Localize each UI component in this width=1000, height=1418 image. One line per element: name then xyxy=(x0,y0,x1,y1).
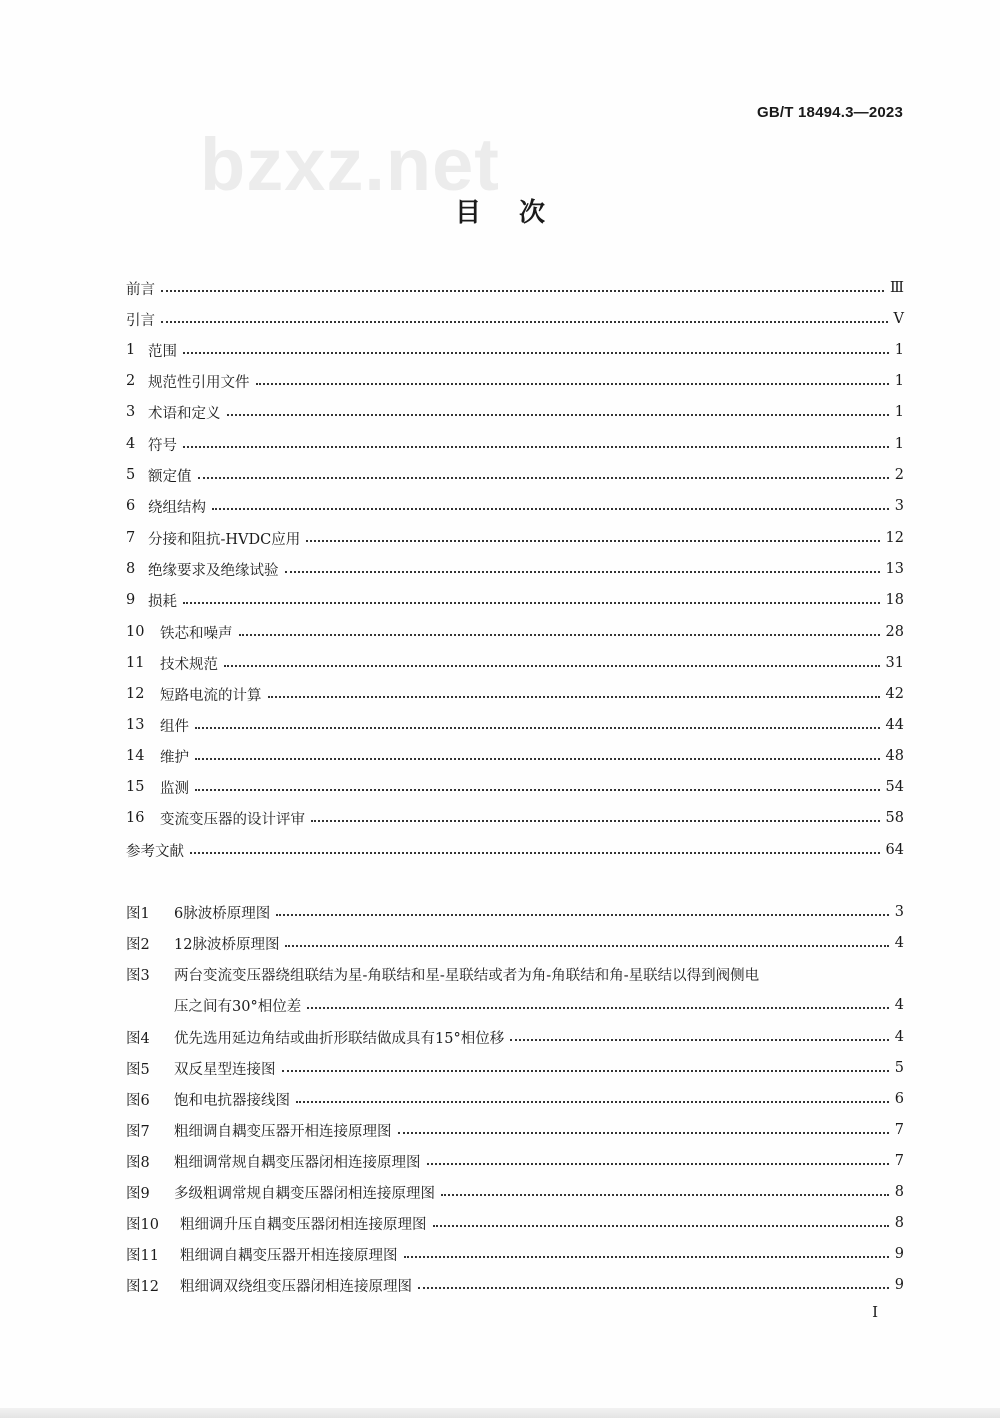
leader-dots xyxy=(256,383,889,385)
toc-entry[interactable] xyxy=(126,307,904,331)
figure-title: 12脉波桥原理图 xyxy=(174,936,280,953)
figure-title: 优先选用延边角结或曲折形联结做成具有15°相位移 xyxy=(174,1030,505,1047)
toc-entry-title: 铁芯和噪声 xyxy=(160,625,233,642)
toc-entry-title: 技术规范 xyxy=(160,656,218,673)
toc-entry-title: 损耗 xyxy=(148,593,177,610)
figure-entry[interactable] xyxy=(126,1056,904,1080)
figure-number: 图2 xyxy=(126,936,150,953)
toc-entry-page: 1 xyxy=(894,342,904,358)
leader-dots xyxy=(311,820,880,822)
toc-entry[interactable] xyxy=(126,432,904,456)
leader-dots xyxy=(195,758,880,760)
figure-page: 4 xyxy=(894,935,904,951)
leader-dots xyxy=(195,789,880,791)
leader-dots xyxy=(161,290,884,292)
figure-entry[interactable] xyxy=(126,1149,904,1173)
toc-entry-title: 规范性引用文件 xyxy=(148,374,250,391)
figure-page: 7 xyxy=(894,1122,904,1138)
figure-entry[interactable] xyxy=(126,1025,904,1049)
leader-dots xyxy=(183,602,880,604)
figure-title: 粗细调双绕组变压器闭相连接原理图 xyxy=(180,1278,412,1295)
figure-title: 粗细调常规自耦变压器闭相连接原理图 xyxy=(174,1154,421,1171)
toc-entry-number: 8 xyxy=(126,561,136,577)
toc-entry[interactable] xyxy=(126,744,904,768)
toc-entry-page: 48 xyxy=(885,748,904,764)
page-number: I xyxy=(872,1303,878,1321)
leader-dots xyxy=(183,446,889,448)
toc-entry-page: 18 xyxy=(885,592,904,608)
leader-dots xyxy=(404,1256,889,1258)
figure-title: 双反星型连接图 xyxy=(174,1061,276,1078)
figure-entry[interactable] xyxy=(126,962,904,986)
leader-dots xyxy=(183,352,889,354)
toc-entry-number: 15 xyxy=(126,779,145,795)
toc-entry-page: Ⅲ xyxy=(890,280,904,296)
toc-entry[interactable] xyxy=(126,838,904,862)
leader-dots xyxy=(195,727,880,729)
toc-entry-title: 参考文献 xyxy=(126,843,184,860)
toc-entry-page: 64 xyxy=(885,842,904,858)
leader-dots xyxy=(268,696,880,698)
leader-dots xyxy=(224,665,880,667)
leader-dots xyxy=(276,914,889,916)
toc-entry-title: 符号 xyxy=(148,437,177,454)
leader-dots xyxy=(285,945,888,947)
toc-entry-page: 42 xyxy=(885,686,904,702)
toc-entry[interactable] xyxy=(126,620,904,644)
figure-page: 3 xyxy=(894,904,904,920)
toc-entry[interactable] xyxy=(126,713,904,737)
leader-dots xyxy=(306,540,879,542)
leader-dots xyxy=(161,321,888,323)
toc-entry-title: 短路电流的计算 xyxy=(160,687,262,704)
toc-entry-title: 引言 xyxy=(126,312,155,329)
toc-entry-number: 2 xyxy=(126,373,136,389)
toc-entry-page: 1 xyxy=(894,436,904,452)
toc-entry-title: 变流变压器的设计评审 xyxy=(160,811,305,828)
toc-entry-title: 术语和定义 xyxy=(148,405,221,422)
toc-entry-page: 13 xyxy=(885,561,904,577)
toc-entry-title: 绝缘要求及绝缘试验 xyxy=(148,562,279,579)
toc-entry-page: 58 xyxy=(885,810,904,826)
toc-entry-title: 范围 xyxy=(148,343,177,360)
leader-dots xyxy=(427,1163,889,1165)
toc-entry-number: 3 xyxy=(126,404,136,420)
figure-number: 图12 xyxy=(126,1278,159,1295)
toc-entry-page: 1 xyxy=(894,373,904,389)
toc-entry-title: 分接和阻抗-HVDC应用 xyxy=(148,531,301,548)
figure-page: 7 xyxy=(894,1153,904,1169)
leader-dots xyxy=(441,1194,889,1196)
toc-entry[interactable] xyxy=(126,557,904,581)
figure-number: 图1 xyxy=(126,905,150,922)
toc-entry[interactable] xyxy=(126,775,904,799)
leader-dots xyxy=(296,1101,889,1103)
figure-number: 图7 xyxy=(126,1123,150,1140)
figure-page: 9 xyxy=(894,1277,904,1293)
toc-entry-number: 14 xyxy=(126,748,145,764)
toc-entry-page: 3 xyxy=(894,498,904,514)
figure-number: 图4 xyxy=(126,1030,150,1047)
toc-entry-number: 1 xyxy=(126,342,136,358)
toc-entry-number: 9 xyxy=(126,592,136,608)
figure-entry[interactable] xyxy=(126,1273,904,1297)
toc-entry-title: 前言 xyxy=(126,281,155,298)
figure-page: 8 xyxy=(894,1184,904,1200)
figure-title: 粗细调升压自耦变压器闭相连接原理图 xyxy=(180,1216,427,1233)
toc-entry[interactable] xyxy=(126,338,904,362)
toc-entry-title: 维护 xyxy=(160,749,189,766)
toc-entry[interactable] xyxy=(126,276,904,300)
toc-entry-number: 16 xyxy=(126,810,145,826)
figure-page: 6 xyxy=(894,1091,904,1107)
toc-entry-title: 组件 xyxy=(160,718,189,735)
figure-number: 图3 xyxy=(126,967,150,984)
figure-page: 5 xyxy=(894,1060,904,1076)
toc-entry-page: 28 xyxy=(885,624,904,640)
toc-entry[interactable] xyxy=(126,526,904,550)
figure-number: 图6 xyxy=(126,1092,150,1109)
leader-dots xyxy=(433,1225,889,1227)
leader-dots xyxy=(307,1007,889,1009)
toc-entry-page: 54 xyxy=(885,779,904,795)
toc-entry-page: V xyxy=(893,311,904,327)
toc-entry-number: 11 xyxy=(126,655,145,671)
page-title: 目次 xyxy=(454,198,583,228)
toc-entry-page: 1 xyxy=(894,404,904,420)
figure-number: 图8 xyxy=(126,1154,150,1171)
leader-dots xyxy=(190,852,880,854)
toc-entry-number: 5 xyxy=(126,467,136,483)
toc-entry-page: 12 xyxy=(885,530,904,546)
toc-entry-number: 12 xyxy=(126,686,145,702)
toc-entry[interactable] xyxy=(126,369,904,393)
leader-dots xyxy=(239,634,880,636)
figure-title: 粗细调自耦变压器开相连接原理图 xyxy=(174,1123,392,1140)
leader-dots xyxy=(227,414,889,416)
figure-page: 4 xyxy=(894,1029,904,1045)
figure-entry[interactable] xyxy=(126,1242,904,1266)
watermark: bzxz.net xyxy=(200,123,500,206)
toc-entry[interactable] xyxy=(126,806,904,830)
figure-title-continued: 压之间有30°相位差 xyxy=(174,998,302,1015)
toc-entry-number: 4 xyxy=(126,436,136,452)
toc-entry-number: 13 xyxy=(126,717,145,733)
toc-entry-title: 监测 xyxy=(160,780,189,797)
figure-title: 多级粗调常规自耦变压器闭相连接原理图 xyxy=(174,1185,435,1202)
figure-entry[interactable] xyxy=(126,1118,904,1142)
toc-entry-title: 绕组结构 xyxy=(148,499,206,516)
leader-dots xyxy=(398,1132,889,1134)
figure-number: 图10 xyxy=(126,1216,159,1233)
figure-entry[interactable] xyxy=(126,900,904,924)
figure-title: 饱和电抗器接线图 xyxy=(174,1092,290,1109)
toc-entry[interactable] xyxy=(126,400,904,424)
figure-number: 图5 xyxy=(126,1061,150,1078)
figure-page: 4 xyxy=(894,997,904,1013)
standard-number: GB/T 18494.3—2023 xyxy=(757,104,903,121)
toc-entry-title: 额定值 xyxy=(148,468,192,485)
figure-entry[interactable] xyxy=(126,1180,904,1204)
toc-entry-number: 10 xyxy=(126,624,145,640)
toc-entry-page: 2 xyxy=(894,467,904,483)
figure-page: 8 xyxy=(894,1215,904,1231)
leader-dots xyxy=(285,571,880,573)
figure-title: 6脉波桥原理图 xyxy=(174,905,271,922)
toc-entry-number: 6 xyxy=(126,498,136,514)
toc-entry-page: 31 xyxy=(885,655,904,671)
toc-entry[interactable] xyxy=(126,682,904,706)
toc-entry[interactable] xyxy=(126,588,904,612)
figure-title: 粗细调自耦变压器开相连接原理图 xyxy=(180,1247,398,1264)
toc-entry[interactable] xyxy=(126,494,904,518)
toc-entry-page: 44 xyxy=(885,717,904,733)
leader-dots xyxy=(418,1287,889,1289)
figure-entry-continued[interactable] xyxy=(126,993,904,1017)
figure-title: 两台变流变压器绕组联结为星-角联结和星-星联结或者为角-角联结和角-星联结以得到阀侧电 xyxy=(174,967,760,984)
leader-dots xyxy=(282,1070,889,1072)
page-edge xyxy=(0,1408,1000,1418)
figure-entry[interactable] xyxy=(126,931,904,955)
leader-dots xyxy=(198,477,889,479)
figure-entry[interactable] xyxy=(126,1087,904,1111)
toc-entry[interactable] xyxy=(126,463,904,487)
leader-dots xyxy=(510,1039,889,1041)
figure-number: 图11 xyxy=(126,1247,159,1264)
toc-entry[interactable] xyxy=(126,651,904,675)
figure-page: 9 xyxy=(894,1246,904,1262)
leader-dots xyxy=(212,508,889,510)
toc-entry-number: 7 xyxy=(126,530,136,546)
figure-number: 图9 xyxy=(126,1185,150,1202)
figure-entry[interactable] xyxy=(126,1211,904,1235)
